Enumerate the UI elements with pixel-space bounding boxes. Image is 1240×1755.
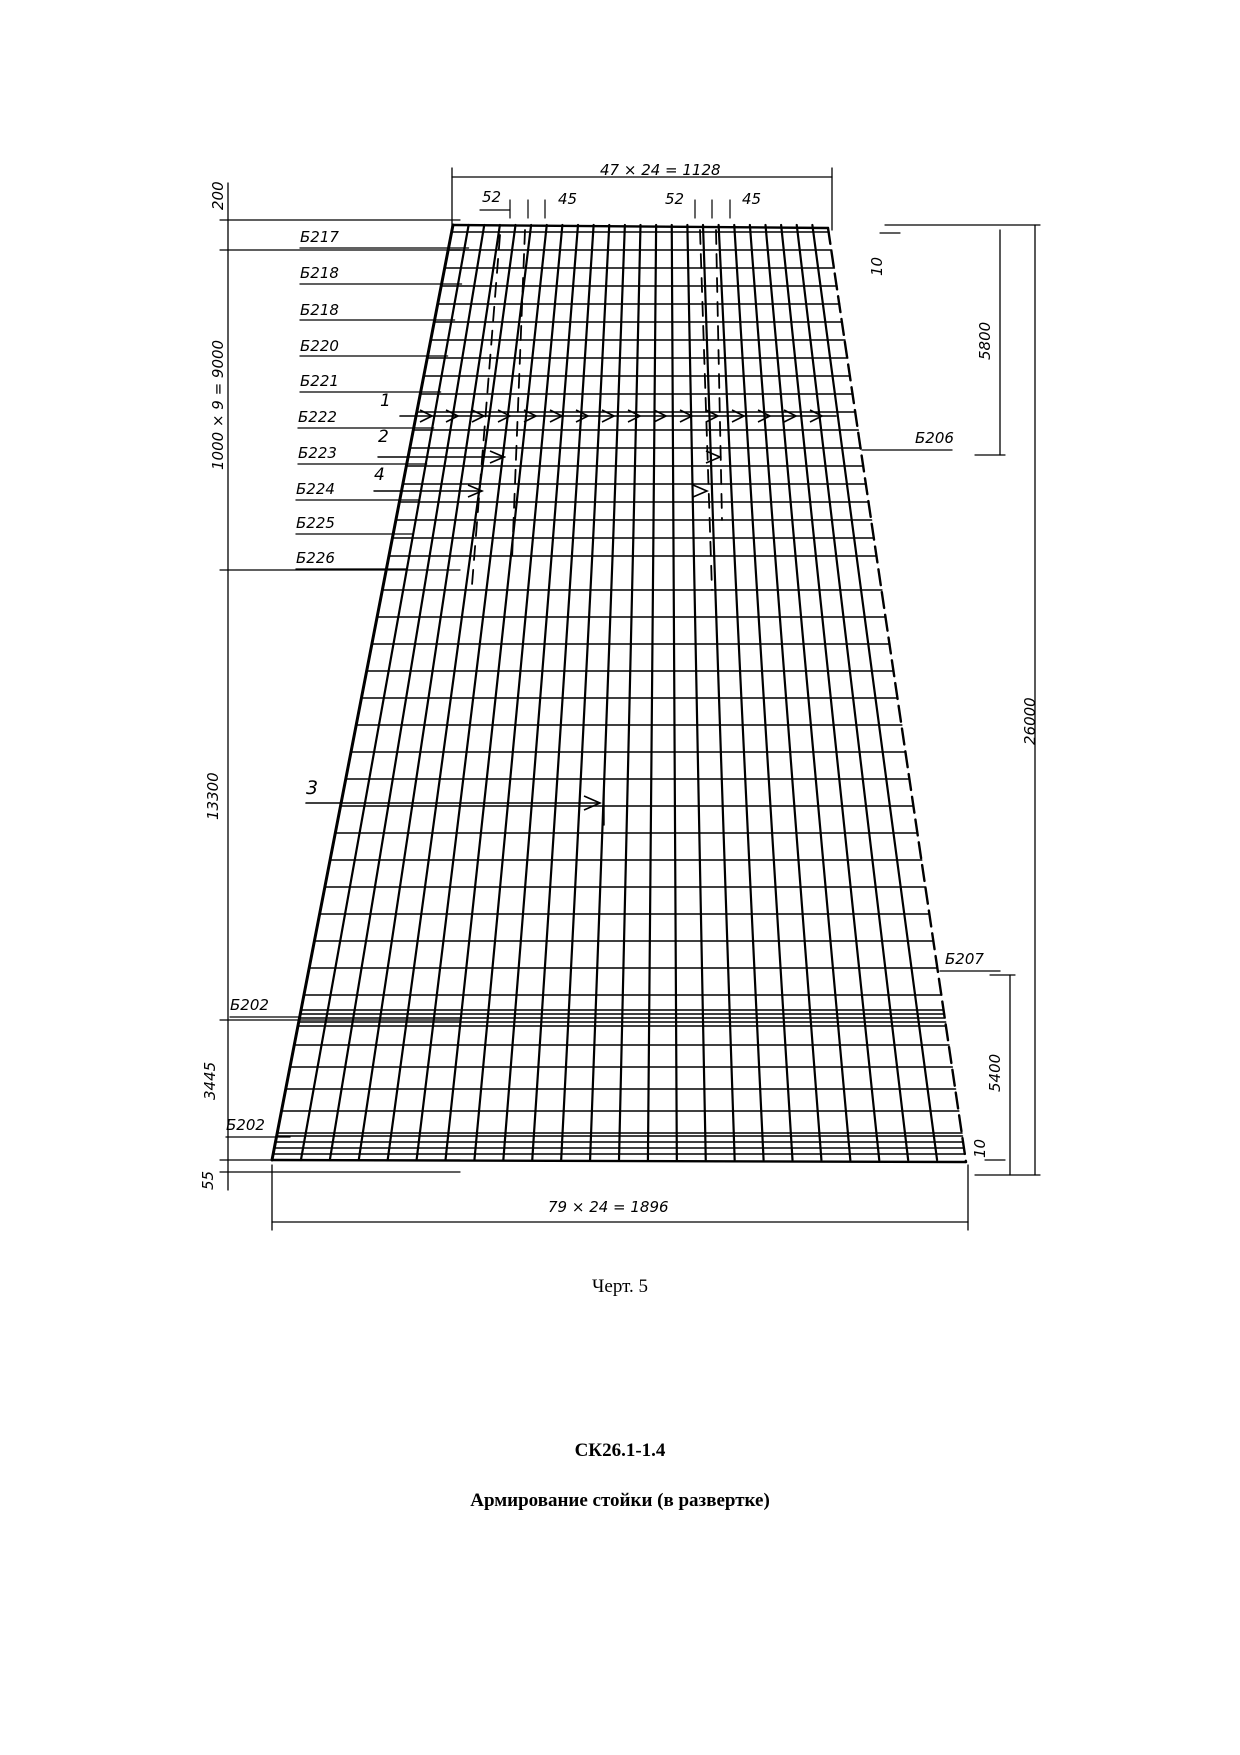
bar-label-b220: Б220 <box>300 337 339 355</box>
bar-label-b218-b: Б218 <box>300 301 339 319</box>
position-1: 1 <box>380 391 391 411</box>
dim-left-top: 200 <box>209 181 227 210</box>
bar-label-b223: Б223 <box>298 444 337 462</box>
bar-label-b206: Б206 <box>915 429 954 447</box>
bar-label-b218-a: Б218 <box>300 264 339 282</box>
bar-label-b222: Б222 <box>298 408 337 426</box>
bar-label-b226: Б226 <box>296 549 335 567</box>
position-4: 4 <box>374 465 385 485</box>
position-3: 3 <box>306 777 319 799</box>
reinforcement-grid <box>272 225 966 1162</box>
dim-right-bottom-small: 10 <box>971 1138 989 1158</box>
dim-left-upper: 1000 × 9 = 9000 <box>209 339 227 470</box>
dim-right-lower: 5400 <box>986 1053 1004 1092</box>
bar-label-b221: Б221 <box>300 372 339 390</box>
dim-left-mid: 13300 <box>204 772 222 820</box>
figure-caption: Черт. 5 <box>592 1276 648 1297</box>
dim-top-gap-d: 45 <box>742 190 762 208</box>
document-code: СК26.1-1.4 <box>574 1440 666 1461</box>
bar-label-b202-b: Б202 <box>226 1116 265 1134</box>
dim-right-top-small: 10 <box>868 256 886 276</box>
dim-top-gap-a: 52 <box>482 188 502 206</box>
dim-right-upper: 5800 <box>976 321 994 360</box>
dim-left-lower: 3445 <box>201 1061 219 1100</box>
bar-label-b207: Б207 <box>945 950 984 968</box>
bar-label-b202-a: Б202 <box>230 996 269 1014</box>
position-2: 2 <box>378 427 389 447</box>
dim-top-gap-b: 45 <box>558 190 578 208</box>
dim-top-gap-c: 52 <box>665 190 685 208</box>
dim-left-bottom: 55 <box>199 1170 217 1190</box>
bar-label-b224: Б224 <box>296 480 335 498</box>
bar-label-b217: Б217 <box>300 228 339 246</box>
document-title: Армирование стойки (в развертке) <box>470 1490 770 1511</box>
dim-bottom-width: 79 × 24 = 1896 <box>548 1198 669 1216</box>
dim-right-total: 26000 <box>1021 697 1039 745</box>
dim-top-width: 47 × 24 = 1128 <box>600 161 721 179</box>
bar-label-b225: Б225 <box>296 514 335 532</box>
